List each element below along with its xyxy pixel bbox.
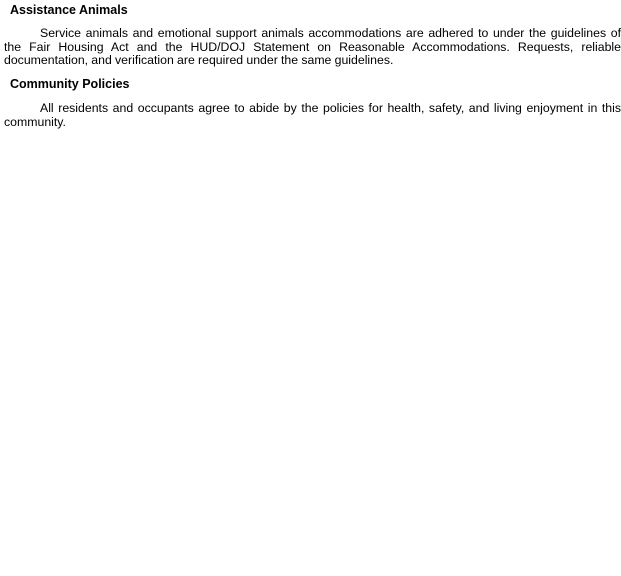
section-body-community-policies: All residents and occupants agree to abide by the policies for health, safety, and living enjoyment in this community. [4,101,621,129]
section-heading-assistance-animals: Assistance Animals [10,3,128,17]
section-heading-community-policies: Community Policies [10,77,130,91]
section-body-assistance-animals: Service animals and emotional support animals accommodations are adhered to under the guidelines of the Fair Housing Act and the HUD/DOJ Statement on Reasonable Accommodations. Requests, reliable documentation, and verification are required under the same guidelines. [4,26,621,68]
